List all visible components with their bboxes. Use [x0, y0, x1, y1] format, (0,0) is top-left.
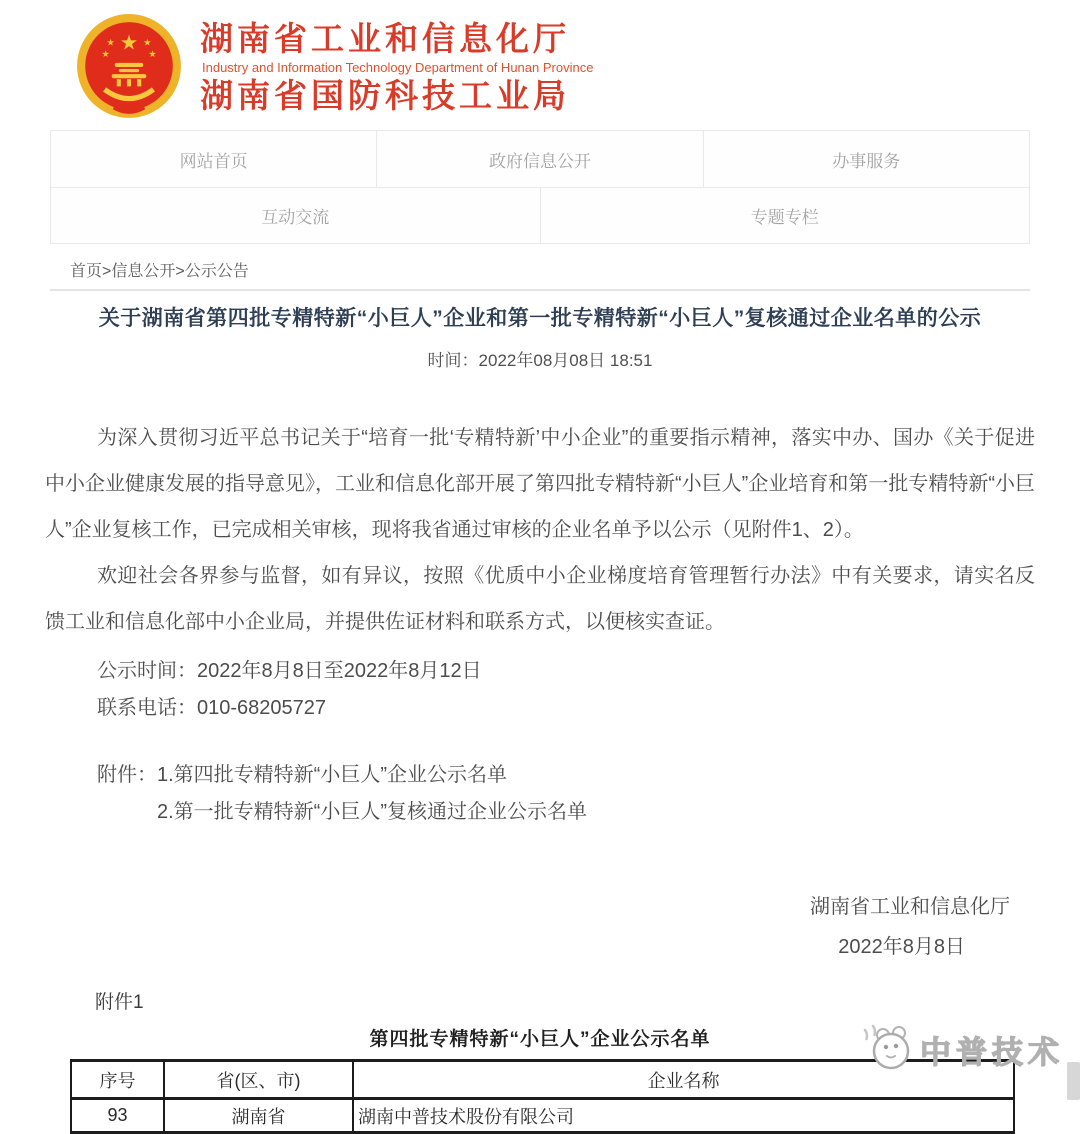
paragraph-2: 欢迎社会各界参与监督，如有异议，按照《优质中小企业梯度培育管理暂行办法》中有关要求，请实名反馈工业和信息化部中小企业局，并提供佐证材料和联系方式，以便核实查证。	[45, 565, 1035, 633]
col-header-company: 企业名称	[353, 1061, 1014, 1099]
nav-item-services[interactable]: 办事服务	[703, 131, 1029, 187]
org-name-en: Industry and Information Technology Department of Hunan Province	[202, 59, 594, 75]
org-name-cn-1: 湖南省工业和信息化厅	[200, 19, 570, 57]
nav-item-interaction[interactable]: 互动交流	[261, 208, 330, 227]
table-header-row	[71, 1061, 1014, 1099]
org-name-cn-2: 湖南省国防科技工业局	[200, 76, 570, 114]
site-header	[0, 0, 1080, 126]
attachment1-label: 附件1	[95, 992, 144, 1013]
main-nav	[50, 130, 1030, 244]
col-header-province: 省(区、市)	[164, 1061, 353, 1099]
svg-text:★: ★	[148, 48, 157, 59]
attachment-item-1: 1.第四批专精特新“小巨人”企业公示名单	[157, 764, 507, 786]
table-row	[71, 1099, 1014, 1133]
svg-text:★: ★	[143, 37, 152, 48]
attachment1-table	[70, 1059, 1015, 1134]
attachment-line-1	[45, 757, 1035, 794]
nav-item-special-columns[interactable]: 专题专栏	[540, 188, 1030, 243]
attachment-item-2: 2.第一批专精特新“小巨人”复核通过企业公示名单	[157, 801, 587, 823]
watermark-text: 中普技术	[920, 1034, 1064, 1070]
cell-company: 湖南中普技术股份有限公司	[353, 1099, 1014, 1133]
attachments-block	[45, 757, 1035, 831]
svg-text:★: ★	[106, 37, 115, 48]
publicity-period: 公示时间：2022年8月8日至2022年8月12日	[97, 660, 482, 682]
scrollbar-thumb[interactable]	[1067, 1062, 1080, 1100]
breadcrumb[interactable]: 首页>信息公开>公示公告	[70, 263, 249, 280]
col-header-seq: 序号	[71, 1061, 164, 1099]
national-emblem-icon	[74, 12, 184, 122]
nav-row-2	[51, 187, 1029, 243]
nav-item-gov-info[interactable]: 政府信息公开	[376, 131, 702, 187]
org-titles	[200, 20, 593, 115]
paragraph-1: 为深入贯彻习近平总书记关于“培育一批‘专精特新’中小企业”的重要指示精神，落实中办、国办《关于促进中小企业健康发展的指导意见》，工业和信息化部开展了第四批专精特新“小巨人”企业培育和第一批专精特新“小巨人”企业复核工作，已完成相关审核，现将我省通过审核的企业名单予以公示（见附件1、2）。	[45, 427, 1035, 541]
svg-text:★: ★	[101, 48, 110, 59]
svg-text:★: ★	[119, 32, 139, 55]
cell-province: 湖南省	[164, 1099, 353, 1133]
nav-item-home[interactable]: 网站首页	[179, 151, 248, 171]
article-title: 关于湖南省第四批专精特新“小巨人”企业和第一批专精特新“小巨人”复核通过企业名单的公示	[98, 307, 982, 330]
signature-org: 湖南省工业和信息化厅	[810, 896, 1010, 918]
contact-phone: 联系电话：010-68205727	[97, 697, 327, 719]
article-body	[45, 415, 1035, 967]
nav-row-1	[51, 131, 1029, 187]
cell-seq: 93	[71, 1099, 164, 1133]
attachment1-table-title: 第四批专精特新“小巨人”企业公示名单	[369, 1029, 711, 1050]
breadcrumb-divider	[50, 289, 1030, 291]
article-time: 时间：2022年08月08日 18:51	[427, 351, 653, 370]
signature-block	[45, 887, 1035, 967]
signature-date: 2022年8月8日	[838, 936, 965, 958]
attachments-label: 附件：	[97, 764, 157, 786]
